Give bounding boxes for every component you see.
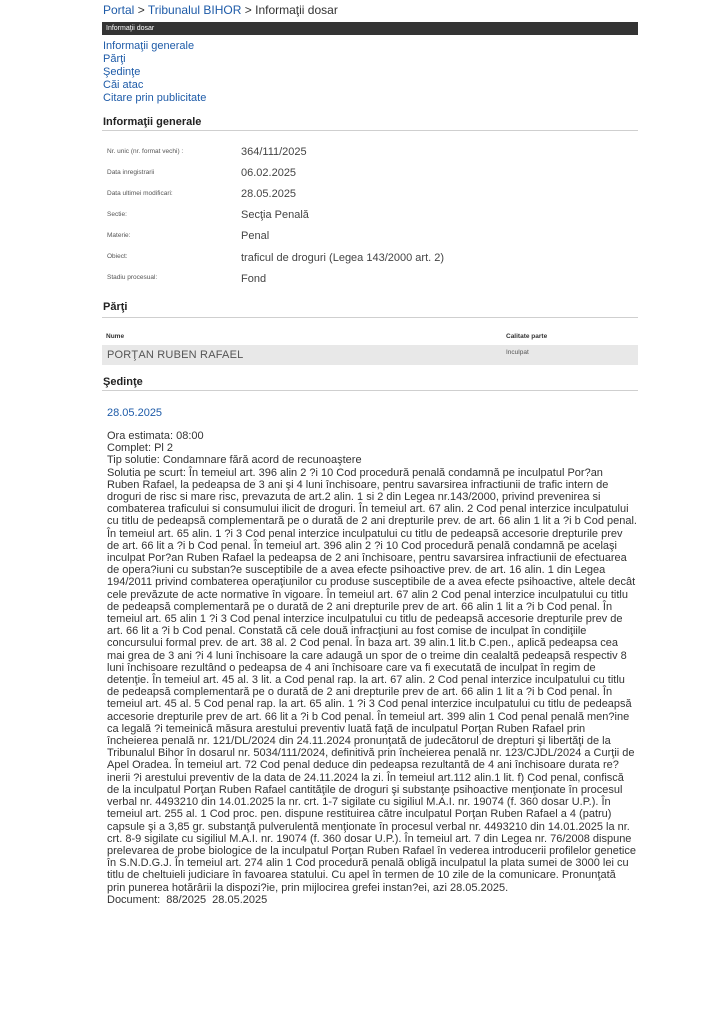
parte-nume: PORŢAN RUBEN RAFAEL [107,349,244,361]
parte-calitate: Inculpat [506,349,529,356]
tip-solutie: Tip solutie: Condamnare fără acord de recunoaştere [107,454,362,467]
nav-link-sedinte[interactable]: Şedinţe [103,66,141,78]
label-obiect: Obiect: [107,253,128,260]
section-title-general: Informaţii generale [103,116,202,128]
column-header-nume: Nume [106,333,125,340]
column-header-calitate: Calitate parte [506,333,548,340]
nav-link-cai-atac[interactable]: Căi atac [103,79,144,91]
divider [102,130,638,131]
ora-estimata: Ora estimata: 08:00 [107,430,204,442]
divider [102,317,638,318]
divider [102,390,638,391]
breadcrumb-court-link[interactable]: Tribunalul BIHOR [147,3,242,17]
breadcrumb-current: Informaţii dosar [255,3,338,17]
breadcrumb [103,3,338,17]
value-stadiu: Fond [241,273,267,285]
breadcrumb-separator: > [134,3,148,17]
solutie-text: Solutia pe scurt: În temeiul art. 396 alin 2 ?i 10 Cod procedură penală condamnă pe inculpatul Por?an Ruben Rafael, la pedeapsa de 3 ani şi 4 luni închisoare, pentru savarsirea infractiunii de trafic intern de droguri de risc si mare risc, prevazuta de art.2 alin. 1 si 2 din Legea nr.143/2000, privind prevenirea si combaterea traficului si consumului ilicit de droguri. În temeiul art. 67 alin. 2 Cod penal interzice inculpatului cu titlu de pedeapsă complementară pe o durată de 2 ani drepturile prev. de art. 66 alin 1 lit a ?i b Cod penal. În temeiul art. 65 alin. 1 ?i 3 Cod penal interzice inculpatului cu titlu de pedeapsă accesorie drepturile prev de art. 66 lit a ?i b Cod penal. În temeiul art. 396 alin 2 ?i 10 Cod procedură penală condamnă pe acelaşi inculpat Por?an Ruben Rafael la pedeapsa de 2 ani închisoare, pentru savarsirea infractiunii de efectuarea de opera?iuni cu substan?e susceptibile de a avea efecte psihoactive prev. de art. 16 alin. 1 din Legea 194/2011 privind combaterea operaţiunilor cu produse susceptibile de a avea efecte psihoactive, altele decât cele prevăzute de acte normative în vigoare. În temeiul art. 67 alin 2 Cod penal interzice inculpatului cu titlu de pedeapsă complementară pe o durată de 2 ani drepturile prev de art. 66 alin 1 lit a ?i b Cod penal. În temeiul art. 65 alin 1 ?i 3 Cod penal interzice inculpatului cu titlu de pedeapsă accesorie drepturile prev de art. 66 lit a ?i b Cod penal. Constată că cele două infracţiuni au fost comise de inculpat în condiţiile concursului formal prev. de art. 38 al. 2 Cod penal. În baza art. 39 alin.1 lit.b C.pen., aplică pedeapsa cea mai grea de 3 ani ?i 4 luni închisoare la care adaugă un spor de o treime din cealaltă pedeapsă respectiv 8 luni închisoare rezultând o pedeapsa de 4 ani închisoare care va fi executată de inculpat în regim de detenţie. În temeiul art. 45 al. 3 lit. a Cod penal rap. la art. 67 alin. 2 Cod penal interzice inculpatului cu titlu de pedeapsă complementară pe o durată de 2 ani drepturile prev de art. 66 alin 1 lit a ?i b Cod penal. În temeiul art. 45 al. 5 Cod penal rap. la art. 65 alin. 1 ?i 3 Cod penal interzice inculpatului cu titlu de pedeapsă accesorie drepturile prev de art. 66 lit a ?i b Cod penal. În temeiul art. 399 alin 1 Cod penal penală men?ine ca legală ?i temeinică măsura arestului preventiv luată faţă de inculpatul Porţan Ruben Rafael prin încheierea penală nr. 121/DL/2024 din 24.11.2024 pronunţată de judecătorul de drepturi şi libertăţi de la Tribunalul Bihor în dosarul nr. 5034/111/2024, definitivă prin încheierea penală nr. 123/CJDL/2024 a Curţii de Apel Oradea. În temeiul art. 72 Cod penal deduce din pedeapsa rezultantă de 4 ani închisoare durata re?inerii ?i arestului preventiv de la data de 24.11.2024 la zi. În temeiul art.112 alin.1 lit. f) Cod penal, confiscă de la inculpatul Porţan Ruben Rafael cantităţile de droguri şi substanţe psihoactive menţionate în procesul verbal nr. 4493210 din 14.01.2025 la nr. crt. 1-7 sigilate cu sigiliul M.A.I. nr. 19074 (f. 360 dosar U.P.). În temeiul art. 255 al. 1 Cod proc. pen. dispune restituirea către inculpatul Porţan Ruben Rafael a 4 (patru) capsule şi a 3,85 gr. substanţă pulverulentă menţionate în procesul verbal nr. 4493210 din 14.01.2025 la nr. crt. 8-9 sigilate cu sigiliul M.A.I. nr. 19074 (f. 360 dosar U.P.). În temeiul art. 7 din Legea nr. 76/2008 dispune prelevarea de probe biologice de la inculpatul Porţan Ruben Rafael în vederea introducerii profilelor genetice în S.N.D.G.J. În temeiul art. 274 alin 1 Cod procedură penală obligă inculpatul la plata sumei de 3000 lei cu titlu de cheltuieli judiciare în favoarea statului. Cu apel în termen de 10 zile de la comunicare. Pronunţată prin punerea hotărârii la dispozi?ie, prin mijlocirea grefei instan?ei, azi 28.05.2025. [107,466,637,894]
breadcrumb-separator: > [241,3,256,17]
breadcrumb-portal-link[interactable]: Portal [103,3,135,17]
nav-link-informatii-generale[interactable]: Informaţii generale [103,40,195,52]
value-obiect: traficul de droguri (Legea 143/2000 art. 2) [241,252,445,264]
nav-link-parti[interactable]: Părţi [103,53,126,65]
label-stadiu: Stadiu procesual: [107,274,158,281]
nav-link-citare[interactable]: Citare prin publicitate [103,92,207,104]
sedinta-details [107,430,637,906]
label-nr-unic: Nr. unic (nr. format vechi) : [107,148,184,155]
parti-table-header [102,329,638,343]
section-bar: Informaţii dosar [102,22,638,35]
value-materie: Penal [241,230,270,242]
label-materie: Materie: [107,232,131,239]
value-data-modificari: 28.05.2025 [241,188,297,200]
sedinta-date: 28.05.2025 [107,407,163,419]
section-title-parti: Părţi [103,301,128,313]
document-info: Document: 88/2025 28.05.2025 [107,893,268,906]
complet: Complet: Pl 2 [107,442,174,455]
label-data-modificari: Data ultimei modificari: [107,190,173,197]
section-title-sedinte: Şedinţe [103,376,143,388]
value-data-inregistrarii: 06.02.2025 [241,167,297,179]
value-sectie: Secţia Penală [241,209,309,221]
table-row [102,345,638,365]
section-nav [103,40,206,105]
value-nr-unic: 364/111/2025 [241,146,307,158]
label-data-inregistrarii: Data inregistrarii [107,169,155,176]
label-sectie: Sectie: [107,211,127,218]
